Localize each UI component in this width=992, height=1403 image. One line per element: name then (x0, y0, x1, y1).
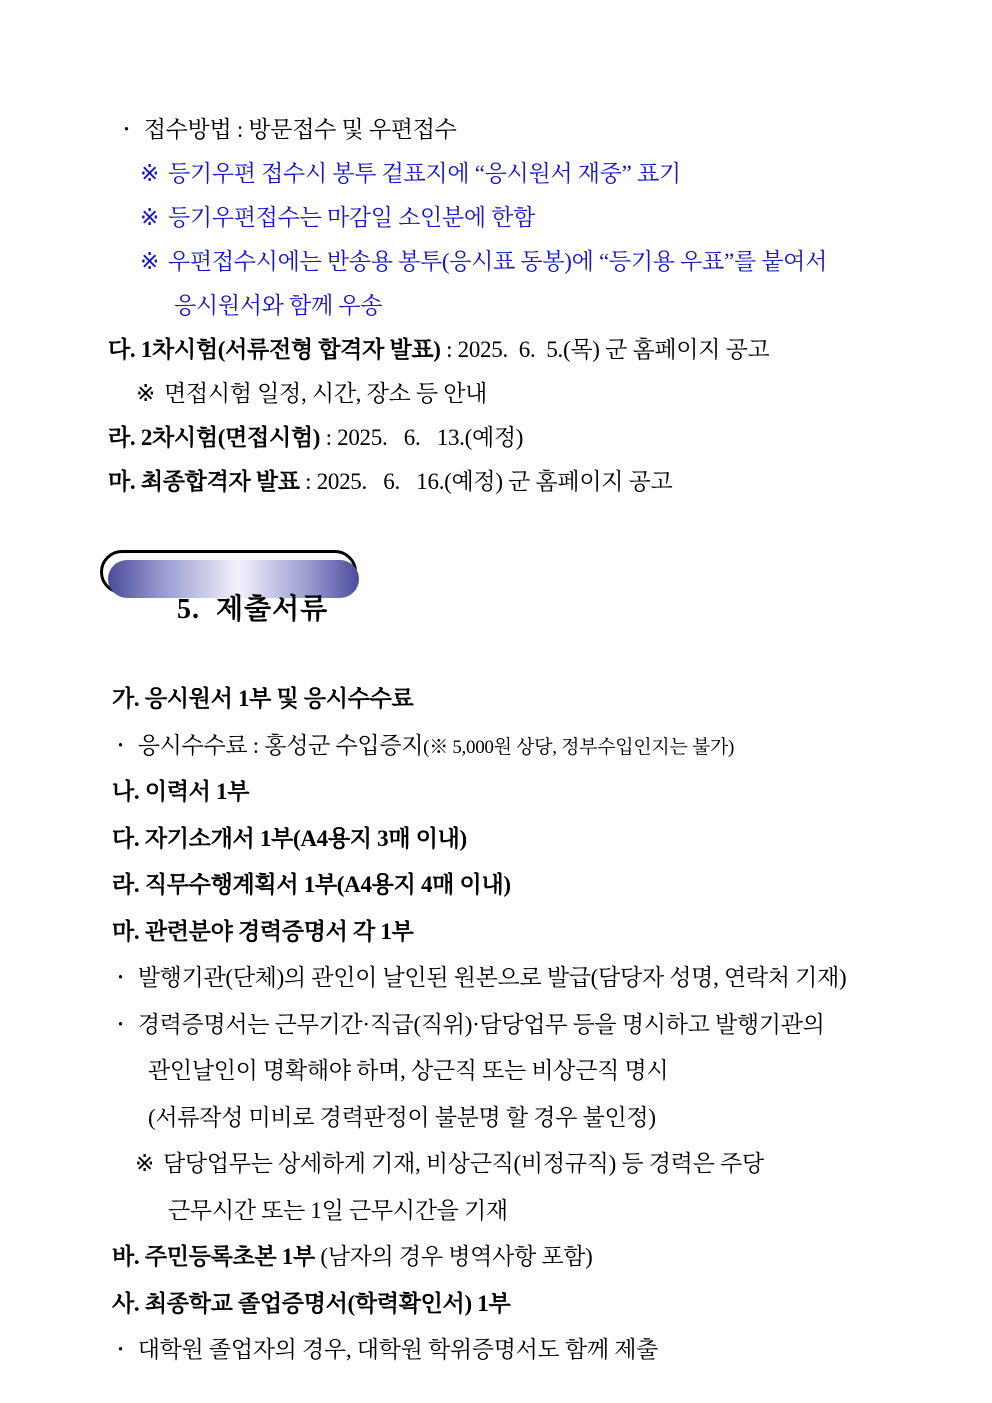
text-segment: : 2025. 6. 5.(목) 군 홈페이지 공고 (440, 337, 770, 362)
text-segment: : 2025. 6. 16.(예정) 군 홈페이지 공고 (299, 469, 673, 494)
duty-description-continuation (0, 1188, 992, 1235)
reference-mark-icon: ※ (140, 249, 159, 274)
text-segment: (※ 5,000원 상당, 정부수입인지는 불가) (423, 736, 735, 758)
interview-info-note (0, 372, 992, 416)
text-segment: 응시수수료 : 홍성군 수입증지 (137, 732, 424, 758)
text-segment: 접수방법 : 방문접수 및 우편접수 (143, 117, 457, 143)
text-segment: 담당업무는 상세하게 기재, 비상근직(비정규직) 등 경력은 주당 (162, 1151, 764, 1176)
text-segment: 우편접수시에는 반송용 봉투(응시표 동봉)에 “등기용 우표”를 붙여서 (167, 249, 828, 274)
career-cert-original-note (0, 955, 992, 1002)
mail-note-continuation (0, 284, 992, 328)
text-segment: (서류작성 미비로 경력판정이 불분명 할 경우 불인정) (148, 1104, 656, 1130)
text-segment: 마. 최종합격자 발표 (108, 469, 300, 494)
item-ga-application-form (0, 676, 992, 723)
duty-description-note (0, 1141, 992, 1188)
fee-detail-line (0, 723, 992, 770)
item-sa-graduation-certificate (0, 1281, 992, 1328)
bullet-icon: • (118, 970, 123, 986)
application-schedule-section (0, 0, 992, 504)
text-segment: (남자의 경우 병역사항 포함) (314, 1244, 593, 1269)
text-segment: 대학원 졸업자의 경우, 대학원 학위증명서도 함께 제출 (137, 1337, 659, 1363)
reference-mark-icon: ※ (140, 161, 159, 186)
career-cert-detail-continuation (0, 1048, 992, 1095)
text-segment: 응시원서와 함께 우송 (174, 293, 383, 318)
second-exam-line (0, 416, 992, 460)
text-segment: 발행기관(단체)의 관인이 날인된 원본으로 발급(담당자 성명, 연락처 기재) (137, 965, 847, 991)
bullet-icon: • (124, 122, 129, 138)
text-segment: 바. 주민등록초본 1부 (112, 1244, 315, 1269)
item-ma-career-certificates (0, 909, 992, 956)
graduate-school-note (0, 1327, 992, 1374)
registered-mail-note-1 (0, 152, 992, 196)
bullet-icon: • (118, 1342, 123, 1358)
text-segment: 경력증명서는 근무기간·직급(직위)·담당업무 등을 명시하고 발행기관의 (137, 1011, 825, 1037)
mail-return-envelope-note (0, 240, 992, 284)
text-segment: 라. 2차시험(면접시험) (108, 425, 321, 450)
reference-mark-icon: ※ (140, 205, 159, 230)
section-header-box (100, 550, 357, 625)
reception-method-line (0, 108, 992, 152)
section-header-row (100, 550, 357, 661)
final-pass-announcement-line (0, 460, 992, 504)
item-na-resume (0, 769, 992, 816)
text-segment: 사. 최종학교 졸업증명서(학력확인서) 1부 (112, 1290, 511, 1316)
section-header-title: 5. 제출서류 (177, 594, 329, 625)
text-segment: 근무시간 또는 1일 근무시간을 기재 (168, 1197, 508, 1223)
text-segment: : 2025. 6. 13.(예정) (320, 425, 524, 450)
item-ra-work-plan (0, 862, 992, 909)
career-cert-detail-note (0, 1002, 992, 1049)
text-segment: 관인날인이 명확해야 하며, 상근직 또는 비상근직 명시 (148, 1058, 669, 1083)
reference-mark-icon: ※ (136, 381, 155, 406)
career-cert-parenthetical (0, 1095, 992, 1142)
text-segment: 면접시험 일정, 시간, 장소 등 안내 (163, 381, 488, 406)
text-segment: 가. 응시원서 1부 및 응시수수료 (112, 686, 414, 711)
first-exam-announcement-line (0, 328, 992, 372)
reference-mark-icon: ※ (135, 1151, 154, 1176)
text-segment: 다. 자기소개서 1부(A4용지 3매 이내) (112, 825, 467, 851)
bullet-icon: • (118, 737, 123, 754)
registered-mail-note-2 (0, 196, 992, 240)
text-segment: 나. 이력서 1부 (112, 779, 250, 804)
submission-documents-section (0, 661, 992, 1374)
bullet-icon: • (118, 1016, 123, 1033)
item-ba-resident-register (0, 1234, 992, 1281)
text-segment: 라. 직무수행계획서 1부(A4용지 4매 이내) (112, 872, 511, 897)
text-segment: 등기우편 접수시 봉투 겉표지에 “응시원서 재중” 표기 (167, 161, 681, 186)
text-segment: 등기우편접수는 마감일 소인분에 한함 (167, 205, 536, 230)
text-segment: 마. 관련분야 경력증명서 각 1부 (112, 918, 414, 944)
item-da-self-introduction (0, 816, 992, 863)
text-segment: 다. 1차시험(서류전형 합격자 발표) (108, 337, 441, 362)
